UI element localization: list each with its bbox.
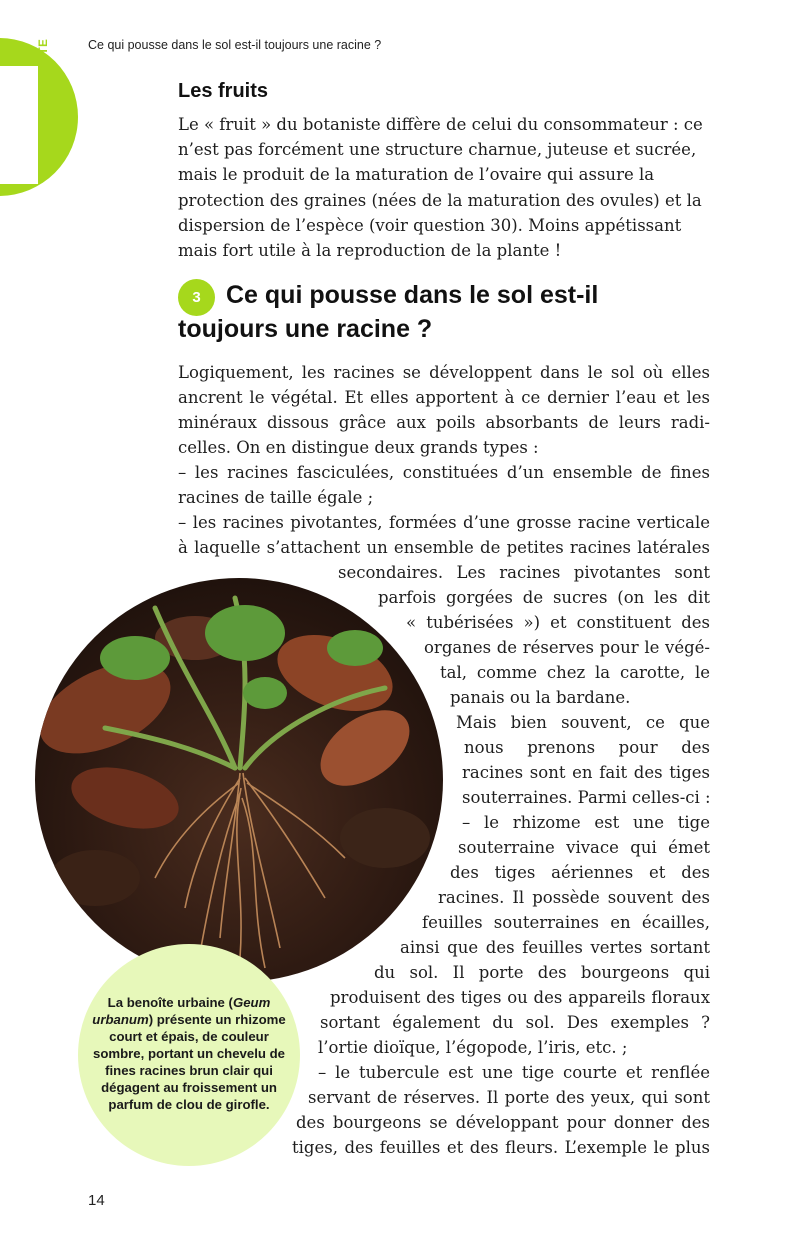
section-title-line-1: Ce qui pousse dans le sol est-il (226, 281, 599, 309)
body-text-line: « tubérisées ») et constituent des (406, 613, 710, 632)
body-text-line: des bourgeons se développant pour donner des (296, 1113, 710, 1132)
text-line: n’est pas forcément une structure charnue, juteuse et sucrée, (178, 140, 697, 160)
body-text-line: ancrent le végétal. Et elles apportent à ce dernier l’eau et les (178, 388, 710, 407)
body-text-line: Logiquement, les racines se développent dans le sol où elles (178, 363, 710, 382)
section-title (178, 278, 738, 346)
caption-text: La benoîte urbaine ( (107, 995, 233, 1010)
fruits-paragraph (178, 112, 710, 263)
body-text-line: racines de taille égale ; (178, 488, 374, 507)
body-text-line: souterraines. Parmi celles-ci : (462, 788, 711, 807)
body-text-line: racines sont en fait des tiges (462, 763, 710, 782)
text-line: protection des graines (nées de la maturation des ovules) et la (178, 190, 702, 210)
caption-text: ) présente un rhizome court et épais, de couleur sombre, portant un chevelu de fines racines brun clair qui dégagent au froissement un parfum de clou de girofle. (93, 1012, 286, 1112)
running-head: Ce qui pousse dans le sol est-il toujours une racine ? (88, 38, 382, 52)
body-text-line: feuilles souterraines en écailles, (422, 913, 710, 932)
photo-caption (84, 994, 294, 1113)
body-text-line: nous prenons pour des (464, 738, 710, 757)
geum-urbanum-rhizome-image (35, 578, 443, 982)
body-text-line: ainsi que des feuilles vertes sortant (400, 938, 710, 957)
body-text-line: à laquelle s’attachent un ensemble de petites racines latérales (178, 538, 710, 557)
page-number: 14 (88, 1192, 105, 1209)
body-text-line: sortant également du sol. Des exemples ? (320, 1013, 710, 1032)
body-text-line: celles. On en distingue deux grands types : (178, 438, 539, 457)
body-text-line: du sol. Il porte des bourgeons qui (374, 963, 710, 982)
question-number-badge: 3 (178, 279, 215, 316)
body-text-line: tal, comme chez la carotte, le (440, 663, 710, 682)
body-text-line: – le tubercule est une tige courte et renflée (318, 1063, 710, 1082)
section-title-line-2: toujours une racine ? (178, 315, 433, 343)
body-text-line: – le rhizome est une tige (462, 813, 710, 832)
body-text-line: organes de réserves pour le végé- (424, 638, 710, 657)
body-text-line: minéraux dissous grâce aux poils absorbants de leurs radi- (178, 413, 710, 432)
text-line: mais fort utile à la reproduction de la plante ! (178, 241, 562, 261)
body-text-line: parfois gorgées de sucres (on les dit (378, 588, 710, 607)
body-text-line: panais ou la bardane. (450, 688, 631, 707)
text-line: dispersion de l’espèce (voir question 30). Moins appétissant (178, 215, 682, 235)
body-text-line: – les racines fasciculées, constituées d’un ensemble de fines (178, 463, 710, 482)
caption-latin-name: Geum urbanum (92, 995, 271, 1027)
fruits-heading: Les fruits (178, 80, 269, 102)
text-line: Le « fruit » du botaniste diffère de celui du consommateur : ce (178, 115, 703, 134)
section-tab-label-background (0, 66, 38, 184)
section-tab-label: LA PLANTE (38, 38, 50, 108)
body-text-line: servant de réserves. Il porte des yeux, qui sont (308, 1088, 710, 1107)
body-text-line: Mais bien souvent, ce que (456, 713, 710, 732)
text-line: mais le produit de la maturation de l’ovaire qui assure la (178, 165, 655, 185)
body-text-line: souterraine vivace qui émet (458, 838, 710, 857)
body-text-line: racines. Il possède souvent des (438, 888, 710, 907)
body-text-line: des tiges aériennes et des (450, 863, 710, 882)
body-text-line: – les racines pivotantes, formées d’une grosse racine verticale (178, 513, 710, 532)
body-text-line: produisent des tiges ou des appareils floraux (330, 988, 710, 1007)
body-text-line: tiges, des feuilles et des fleurs. L’exemple le plus (292, 1138, 710, 1157)
body-text-line: secondaires. Les racines pivotantes sont (338, 563, 710, 582)
root-photo (35, 578, 443, 982)
body-text-line: l’ortie dioïque, l’égopode, l’iris, etc. ; (318, 1038, 628, 1057)
